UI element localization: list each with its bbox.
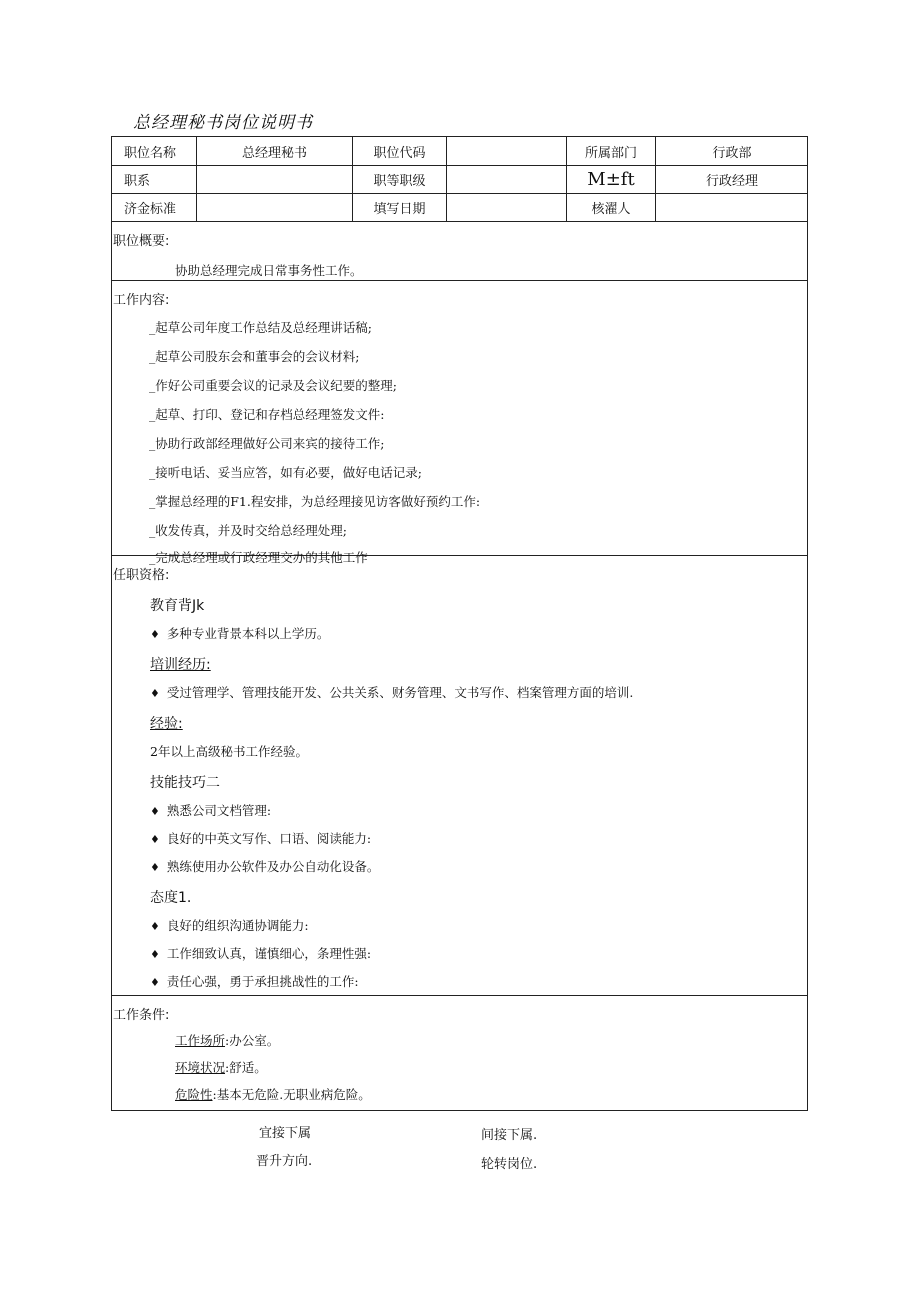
info-row-3	[112, 194, 807, 222]
label-approver: 核濯人	[567, 194, 656, 221]
label-supervisor: M±ft	[567, 166, 656, 193]
qualifications-label: 任职资格:	[113, 568, 170, 583]
duty-item: _接听电话、妥当应答，如有必要，做好电话记录;	[149, 465, 422, 480]
training-title: 培训经历:	[150, 657, 211, 673]
duty-item: _掌握总经理的F1.程安排，为总经理接见访客做好预约工作:	[149, 494, 481, 509]
duty-item: _协助行政部经理做好公司来宾的接待工作;	[149, 436, 385, 451]
training-item: ♦ 受过管理学、管理技能开发、公共关系、财务管理、文书写作、档案管理方面的培训.	[150, 685, 634, 700]
value-grade-level	[447, 166, 567, 193]
condition-risk: 危险性:基本无危险.无职业病危险。	[175, 1087, 371, 1102]
attitude-item: ♦ 工作细致认真，谨慎细心，条理性强:	[150, 946, 372, 961]
duty-item: _完成总经理或行政经理交办的其他工作	[149, 550, 368, 565]
label-position-name: 职位名称	[112, 137, 197, 165]
bullet-diamond-icon: ♦	[150, 805, 160, 818]
bullet-diamond-icon: ♦	[150, 861, 160, 874]
info-row-2	[112, 166, 807, 194]
skills-item: ♦ 熟悉公司文档管理:	[150, 803, 272, 818]
value-position-code	[447, 137, 567, 165]
value-salary-standard	[197, 194, 353, 221]
label-department: 所属部门	[567, 137, 656, 165]
value-supervisor: 行政经理	[705, 174, 758, 189]
duty-item: _作好公司重要会议的记录及会议纪要的整理;	[149, 378, 397, 393]
value-department: 行政部	[712, 145, 752, 161]
condition-environment: 环境状况:舒适。	[175, 1060, 267, 1075]
section-conditions	[112, 996, 807, 1110]
experience-title: 经验:	[150, 716, 183, 732]
duty-item: _起草、打印、登记和存档总经理签发文件:	[149, 407, 385, 422]
rotation-position-label: 轮转岗位.	[481, 1157, 538, 1172]
indirect-subordinate-label: 间接下属.	[481, 1128, 538, 1143]
overview-text: 协助总经理完成日常事务性工作。	[175, 263, 363, 278]
duty-item: _起草公司股东会和董事会的会议材料;	[149, 349, 360, 364]
section-qualifications	[112, 556, 807, 996]
section-duties	[112, 281, 807, 565]
label-fill-date: 填写日期	[353, 194, 447, 221]
attitude-item: ♦ 责任心强，勇于承担挑战性的工作:	[150, 974, 359, 989]
label-salary-standard: 济金标准	[112, 194, 197, 221]
attitude-item: ♦ 良好的组织沟通协调能力:	[150, 918, 309, 933]
duties-label: 工作内容:	[113, 293, 170, 308]
bullet-diamond-icon: ♦	[150, 833, 160, 846]
skills-item: ♦ 良好的中英文写作、口语、阅读能力:	[150, 831, 372, 846]
duty-item: _收发传真，并及时交给总经理处理;	[149, 523, 347, 538]
education-title: 教育背Jk	[150, 598, 205, 614]
education-item: ♦ 多种专业背景本科以上学历。	[150, 626, 330, 641]
value-approver	[656, 194, 808, 221]
condition-workplace: 工作场所:办公室。	[175, 1033, 280, 1048]
label-grade-level: 职等职级	[353, 166, 447, 193]
overview-label: 职位概要:	[113, 234, 170, 249]
bullet-diamond-icon: ♦	[150, 920, 160, 933]
bullet-diamond-icon: ♦	[150, 687, 160, 700]
value-job-family	[197, 166, 353, 193]
label-position-code: 职位代码	[353, 137, 447, 165]
promotion-path-label: 晋升方向.	[256, 1154, 313, 1169]
conditions-label: 工作条件:	[113, 1008, 170, 1023]
skills-title: 技能技巧二	[150, 775, 220, 791]
duty-item: _起草公司年度工作总结及总经理讲话稿;	[149, 320, 372, 335]
bullet-diamond-icon: ♦	[150, 948, 160, 961]
section-overview	[112, 222, 807, 281]
bullet-diamond-icon: ♦	[150, 976, 160, 989]
label-job-family: 职系	[112, 166, 197, 193]
bullet-diamond-icon: ♦	[150, 628, 160, 641]
info-row-1	[112, 137, 807, 166]
attitude-title: 态度1.	[150, 890, 192, 906]
value-position-name: 总经理秘书	[197, 137, 353, 165]
value-fill-date	[447, 194, 567, 221]
document-title: 总经理秘书岗位说明书	[133, 113, 313, 133]
experience-text: 2年以上高级秘书工作经验。	[150, 744, 308, 759]
skills-item: ♦ 熟练使用办公软件及办公自动化设备。	[150, 859, 380, 874]
direct-subordinate-label: 宜接下属	[259, 1126, 312, 1141]
job-description-table	[111, 136, 808, 1111]
